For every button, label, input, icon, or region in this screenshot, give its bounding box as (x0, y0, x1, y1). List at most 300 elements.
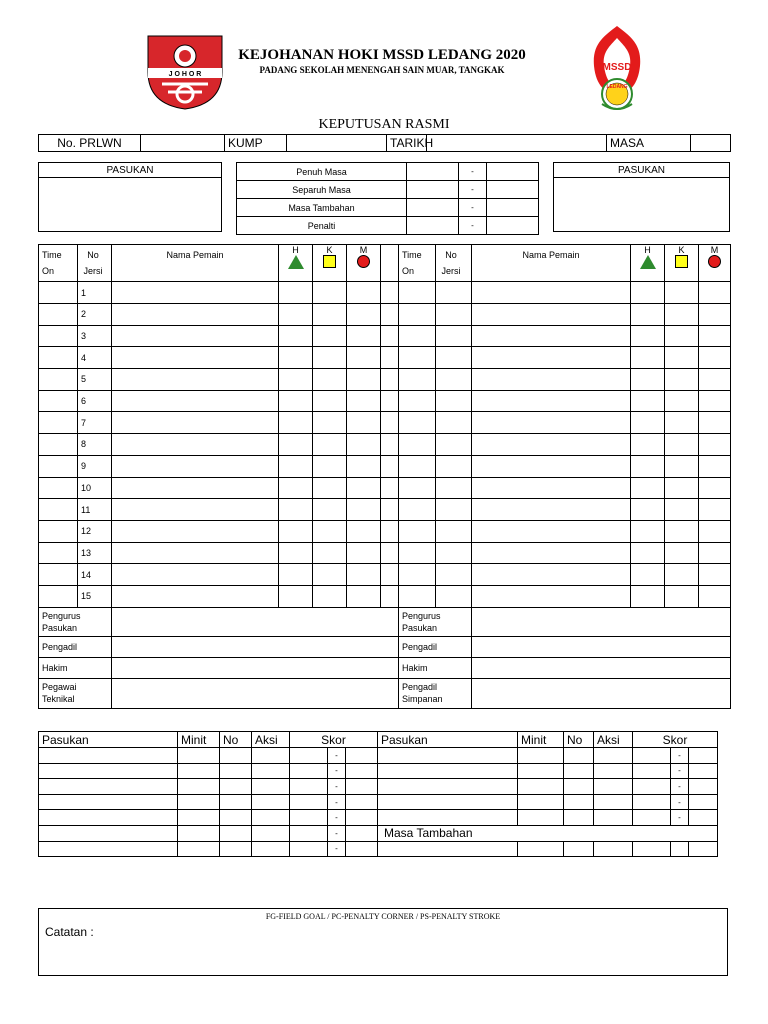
player-name-field[interactable] (112, 455, 279, 477)
jersey-number-field[interactable] (436, 455, 472, 477)
player-name-field[interactable] (472, 282, 631, 304)
goal-score-field[interactable] (689, 810, 718, 826)
goal-team-field[interactable] (378, 810, 518, 826)
player-row (39, 542, 731, 564)
time-on-field[interactable] (399, 477, 436, 499)
red-card-field[interactable] (699, 304, 731, 326)
time-on-field[interactable] (399, 412, 436, 434)
goal-team-field[interactable] (378, 748, 518, 764)
goal-score-separator: - (671, 748, 689, 764)
player-name-field[interactable] (472, 347, 631, 369)
goal-action-field[interactable] (252, 779, 290, 795)
time-on-field[interactable] (39, 564, 78, 586)
goal-action-field[interactable] (252, 794, 290, 810)
time-on-field[interactable] (39, 412, 78, 434)
yellow-card-field[interactable] (665, 325, 699, 347)
goal-minute-field[interactable] (178, 748, 220, 764)
goal-number-field[interactable] (564, 794, 594, 810)
goal-number-field[interactable] (564, 779, 594, 795)
time-on-field[interactable] (39, 304, 78, 326)
yellow-card-field[interactable] (313, 520, 347, 542)
green-card-field[interactable] (631, 347, 665, 369)
time-on-field[interactable] (39, 455, 78, 477)
goal-minute-field[interactable] (518, 763, 564, 779)
jersey-number-field[interactable] (436, 477, 472, 499)
goal-team-field[interactable] (39, 748, 178, 764)
green-card-field[interactable] (631, 304, 665, 326)
column-spacer (381, 564, 399, 586)
yellow-card-field[interactable] (313, 325, 347, 347)
period-score-right[interactable] (487, 163, 539, 181)
kump-field[interactable] (287, 135, 387, 152)
green-card-field[interactable] (279, 585, 313, 607)
goal-score-field[interactable] (633, 748, 671, 764)
jersey-number-field[interactable] (436, 499, 472, 521)
player-name-field[interactable] (112, 369, 279, 391)
green-card-header (279, 245, 313, 282)
red-card-field[interactable] (347, 564, 381, 586)
official-field[interactable] (472, 657, 731, 678)
official-field[interactable] (112, 678, 399, 708)
yellow-card-field[interactable] (313, 369, 347, 391)
goal-minute-field[interactable] (518, 748, 564, 764)
yellow-card-field[interactable] (665, 434, 699, 456)
player-name-field[interactable] (112, 434, 279, 456)
yellow-card-field[interactable] (313, 455, 347, 477)
yellow-card-field[interactable] (665, 369, 699, 391)
goal-team-field[interactable] (39, 794, 178, 810)
red-card-field[interactable] (347, 390, 381, 412)
goal-minute-field[interactable] (178, 779, 220, 795)
green-card-field[interactable] (279, 477, 313, 499)
yellow-card-field[interactable] (313, 390, 347, 412)
green-card-field[interactable] (279, 499, 313, 521)
yellow-card-field[interactable] (665, 390, 699, 412)
goal-minute-field[interactable] (518, 794, 564, 810)
goal-minute-field[interactable] (518, 841, 564, 857)
time-on-field[interactable] (399, 542, 436, 564)
official-field[interactable] (112, 657, 399, 678)
goal-score-field[interactable] (689, 779, 718, 795)
yellow-card-header (665, 245, 699, 282)
goal-team-field[interactable] (39, 779, 178, 795)
green-card-field[interactable] (279, 564, 313, 586)
jersey-number-field[interactable] (436, 304, 472, 326)
green-card-field[interactable] (279, 282, 313, 304)
red-card-header (699, 245, 731, 282)
goal-action-field[interactable] (252, 748, 290, 764)
goal-number-field[interactable] (220, 841, 252, 857)
goal-number-field[interactable] (220, 794, 252, 810)
goal-score-field[interactable] (633, 763, 671, 779)
green-card-field[interactable] (279, 304, 313, 326)
player-name-field[interactable] (472, 325, 631, 347)
goal-team-field[interactable] (378, 779, 518, 795)
goal-minute-field[interactable] (178, 763, 220, 779)
goal-action-field[interactable] (252, 763, 290, 779)
goal-action-field[interactable] (594, 841, 633, 857)
player-name-field[interactable] (472, 434, 631, 456)
goal-minute-field[interactable] (518, 779, 564, 795)
goal-score-field[interactable] (290, 763, 328, 779)
time-on-field[interactable] (39, 542, 78, 564)
jersey-number-field[interactable] (436, 282, 472, 304)
red-card-field[interactable] (699, 282, 731, 304)
jersey-number-field[interactable] (436, 434, 472, 456)
prlwn-field[interactable] (141, 135, 225, 152)
red-card-field[interactable] (699, 542, 731, 564)
player-row (39, 434, 731, 456)
red-card-field[interactable] (699, 390, 731, 412)
yellow-card-icon (675, 255, 688, 268)
time-on-field[interactable] (39, 477, 78, 499)
time-on-field[interactable] (399, 347, 436, 369)
goal-number-field[interactable] (220, 763, 252, 779)
goal-minute-field[interactable] (178, 810, 220, 826)
goal-score-field[interactable] (346, 748, 378, 764)
green-card-field[interactable] (631, 477, 665, 499)
jersey-number-field[interactable] (436, 412, 472, 434)
red-card-field[interactable] (347, 477, 381, 499)
period-score-right[interactable] (487, 217, 539, 235)
period-score-left[interactable] (407, 181, 459, 199)
goal-score-field[interactable] (633, 810, 671, 826)
player-name-field[interactable] (112, 520, 279, 542)
time-on-field[interactable] (39, 499, 78, 521)
jersey-number: 5 (78, 369, 112, 391)
official-field[interactable] (472, 678, 731, 708)
goal-action-field[interactable] (252, 810, 290, 826)
goal-action-field[interactable] (594, 779, 633, 795)
time-on-field[interactable] (399, 369, 436, 391)
red-card-field[interactable] (347, 542, 381, 564)
time-on-field[interactable] (399, 455, 436, 477)
yellow-card-field[interactable] (665, 455, 699, 477)
red-card-field[interactable] (699, 499, 731, 521)
jersey-number-field[interactable] (436, 369, 472, 391)
goal-team-field[interactable] (39, 841, 178, 857)
goal-number-field[interactable] (564, 748, 594, 764)
jersey-number-field[interactable] (436, 520, 472, 542)
yellow-card-field[interactable] (313, 282, 347, 304)
green-card-field[interactable] (631, 455, 665, 477)
goal-score-field[interactable] (689, 748, 718, 764)
goal-action-field[interactable] (594, 810, 633, 826)
official-row (39, 657, 731, 678)
goal-minute-field[interactable] (178, 841, 220, 857)
yellow-card-field[interactable] (313, 434, 347, 456)
yellow-card-field[interactable] (313, 542, 347, 564)
yellow-card-field[interactable] (665, 282, 699, 304)
green-card-field[interactable] (279, 542, 313, 564)
red-card-field[interactable] (699, 347, 731, 369)
period-score-left[interactable] (407, 217, 459, 235)
goal-number-field[interactable] (220, 825, 252, 841)
jersey-number-field[interactable] (436, 347, 472, 369)
goal-score-field[interactable] (689, 794, 718, 810)
period-score-left[interactable] (407, 199, 459, 217)
time-on-field[interactable] (39, 347, 78, 369)
player-name-field[interactable] (112, 304, 279, 326)
goal-action-field[interactable] (594, 748, 633, 764)
time-on-field[interactable] (39, 390, 78, 412)
green-card-field[interactable] (279, 455, 313, 477)
player-name-field[interactable] (472, 477, 631, 499)
goal-action-field[interactable] (252, 825, 290, 841)
goal-action-field[interactable] (252, 841, 290, 857)
yellow-card-field[interactable] (665, 347, 699, 369)
player-name-field[interactable] (112, 282, 279, 304)
red-card-field[interactable] (347, 585, 381, 607)
player-name-field[interactable] (472, 369, 631, 391)
green-card-field[interactable] (279, 390, 313, 412)
green-card-field[interactable] (631, 282, 665, 304)
player-name-field[interactable] (112, 499, 279, 521)
period-score-left[interactable] (407, 163, 459, 181)
goal-team-field[interactable] (39, 825, 178, 841)
goal-team-field[interactable] (378, 794, 518, 810)
goal-score-field[interactable] (633, 794, 671, 810)
event-title: KEJOHANAN HOKI MSSD LEDANG 2020 (238, 47, 526, 63)
yellow-card-field[interactable] (313, 412, 347, 434)
red-card-icon (357, 255, 370, 268)
player-name-field[interactable] (472, 304, 631, 326)
goal-number-field[interactable] (220, 810, 252, 826)
official-label: Pengadil (39, 636, 112, 657)
yellow-card-field[interactable] (313, 564, 347, 586)
player-name-field[interactable] (112, 347, 279, 369)
green-card-field[interactable] (279, 369, 313, 391)
green-card-field[interactable] (631, 369, 665, 391)
time-on-field[interactable] (399, 499, 436, 521)
goal-score-field[interactable] (290, 748, 328, 764)
kump-label: KUMP (225, 135, 287, 152)
goal-team-field[interactable] (39, 763, 178, 779)
goals-table (38, 731, 718, 857)
yellow-card-field[interactable] (313, 499, 347, 521)
green-card-field[interactable] (631, 434, 665, 456)
goal-score-field[interactable] (346, 779, 378, 795)
goal-minute-field[interactable] (518, 810, 564, 826)
goal-number-field[interactable] (220, 779, 252, 795)
jersey-number-field[interactable] (436, 542, 472, 564)
tarikh-field[interactable] (427, 135, 607, 152)
goal-score-field[interactable] (689, 763, 718, 779)
goal-team-field[interactable] (39, 810, 178, 826)
player-row (39, 347, 731, 369)
goal-action-field[interactable] (594, 794, 633, 810)
red-card-field[interactable] (699, 369, 731, 391)
official-row (39, 607, 731, 636)
time-on-field[interactable] (399, 520, 436, 542)
jersey-number: 2 (78, 304, 112, 326)
official-field[interactable] (472, 636, 731, 657)
player-name-field[interactable] (112, 477, 279, 499)
goal-action-field[interactable] (594, 763, 633, 779)
official-field[interactable] (112, 607, 399, 636)
column-spacer (381, 369, 399, 391)
jersey-number: 15 (78, 585, 112, 607)
period-score-right[interactable] (487, 181, 539, 199)
goal-score-field[interactable] (633, 779, 671, 795)
jersey-number-field[interactable] (436, 390, 472, 412)
player-name-field[interactable] (112, 390, 279, 412)
goal-score-field[interactable] (290, 810, 328, 826)
green-card-field[interactable] (631, 499, 665, 521)
jersey-number-field[interactable] (436, 564, 472, 586)
red-card-field[interactable] (347, 412, 381, 434)
red-card-field[interactable] (347, 499, 381, 521)
yellow-card-field[interactable] (665, 412, 699, 434)
right-team-name-field[interactable] (554, 178, 730, 232)
time-on-field[interactable] (399, 434, 436, 456)
player-name-field[interactable] (112, 542, 279, 564)
yellow-card-field[interactable] (313, 477, 347, 499)
time-on-field[interactable] (39, 585, 78, 607)
red-card-field[interactable] (347, 455, 381, 477)
goal-score-field[interactable] (346, 841, 378, 857)
player-name-field[interactable] (112, 325, 279, 347)
time-on-field[interactable] (39, 282, 78, 304)
left-team-name-field[interactable] (39, 178, 222, 232)
goal-team-field[interactable] (378, 841, 518, 857)
notes-box[interactable] (38, 908, 728, 976)
player-name-field[interactable] (112, 412, 279, 434)
goal-score-field[interactable] (346, 763, 378, 779)
goal-score-field[interactable] (346, 825, 378, 841)
time-on-field[interactable] (39, 325, 78, 347)
goal-score-field[interactable] (346, 794, 378, 810)
player-name-field[interactable] (472, 455, 631, 477)
goal-score-field[interactable] (633, 841, 671, 857)
yellow-card-field[interactable] (665, 520, 699, 542)
green-card-field[interactable] (279, 520, 313, 542)
official-label: Pengurus Pasukan (39, 607, 112, 636)
red-card-field[interactable] (699, 520, 731, 542)
goal-number-field[interactable] (564, 763, 594, 779)
player-name-field[interactable] (472, 499, 631, 521)
time-on-field[interactable] (399, 585, 436, 607)
red-card-field[interactable] (699, 325, 731, 347)
time-on-field[interactable] (399, 325, 436, 347)
goal-team-field[interactable] (378, 763, 518, 779)
player-name-field[interactable] (472, 412, 631, 434)
green-card-field[interactable] (279, 347, 313, 369)
goal-minute-field[interactable] (178, 794, 220, 810)
green-card-field[interactable] (279, 434, 313, 456)
time-on-field[interactable] (399, 390, 436, 412)
red-card-field[interactable] (347, 520, 381, 542)
red-card-field[interactable] (347, 347, 381, 369)
red-card-field[interactable] (699, 585, 731, 607)
player-name-field[interactable] (472, 564, 631, 586)
yellow-card-field[interactable] (313, 585, 347, 607)
player-name-field[interactable] (472, 542, 631, 564)
goals-number-header: No (564, 732, 594, 748)
official-label: Pengurus Pasukan (399, 607, 472, 636)
green-card-field[interactable] (631, 325, 665, 347)
green-card-field[interactable] (631, 412, 665, 434)
jersey-number: 13 (78, 542, 112, 564)
green-card-field[interactable] (631, 564, 665, 586)
green-card-field[interactable] (279, 325, 313, 347)
goal-score-field[interactable] (290, 779, 328, 795)
goal-minute-field[interactable] (178, 825, 220, 841)
time-on-field[interactable] (399, 564, 436, 586)
yellow-card-field[interactable] (665, 585, 699, 607)
yellow-card-letter: K (326, 245, 333, 255)
yellow-card-field[interactable] (665, 564, 699, 586)
time-on-field[interactable] (399, 282, 436, 304)
red-card-field[interactable] (347, 304, 381, 326)
goal-number-field[interactable] (220, 748, 252, 764)
player-name-field[interactable] (112, 564, 279, 586)
yellow-card-field[interactable] (665, 304, 699, 326)
red-card-field[interactable] (347, 369, 381, 391)
yellow-card-field[interactable] (313, 304, 347, 326)
green-card-field[interactable] (279, 412, 313, 434)
green-card-field[interactable] (631, 585, 665, 607)
goal-number-field[interactable] (564, 841, 594, 857)
green-card-field[interactable] (631, 390, 665, 412)
goal-score-field[interactable] (290, 841, 328, 857)
time-on-field[interactable] (39, 369, 78, 391)
time-on-field[interactable] (399, 304, 436, 326)
goal-score-separator: - (671, 779, 689, 795)
goal-score-field[interactable] (290, 825, 328, 841)
goal-number-field[interactable] (564, 810, 594, 826)
player-row (39, 304, 731, 326)
red-card-field[interactable] (699, 434, 731, 456)
goal-row (39, 794, 718, 810)
goal-score-field[interactable] (346, 810, 378, 826)
goal-score-field[interactable] (290, 794, 328, 810)
red-card-field[interactable] (699, 455, 731, 477)
jersey-number-field[interactable] (436, 585, 472, 607)
yellow-card-field[interactable] (665, 477, 699, 499)
goal-score-field[interactable] (689, 841, 718, 857)
player-name-field[interactable] (472, 520, 631, 542)
red-card-field[interactable] (699, 564, 731, 586)
goal-row (39, 841, 718, 857)
red-card-field[interactable] (699, 477, 731, 499)
column-spacer (381, 542, 399, 564)
yellow-card-field[interactable] (313, 347, 347, 369)
yellow-card-field[interactable] (665, 499, 699, 521)
jersey-number-field[interactable] (436, 325, 472, 347)
masa-field[interactable] (691, 135, 731, 152)
goal-row (39, 748, 718, 764)
green-card-field[interactable] (631, 542, 665, 564)
official-field[interactable] (112, 636, 399, 657)
player-name-field[interactable] (472, 390, 631, 412)
time-on-field[interactable] (39, 434, 78, 456)
green-card-field[interactable] (631, 520, 665, 542)
red-card-field[interactable] (347, 434, 381, 456)
time-on-field[interactable] (39, 520, 78, 542)
jersey-number: 4 (78, 347, 112, 369)
player-name-field[interactable] (472, 585, 631, 607)
official-field[interactable] (472, 607, 731, 636)
player-name-field[interactable] (112, 585, 279, 607)
red-card-field[interactable] (699, 412, 731, 434)
goal-type-legend: FG-FIELD GOAL / PC-PENALTY CORNER / PS-PENALTY STROKE (265, 912, 501, 921)
period-score-right[interactable] (487, 199, 539, 217)
left-team-label: PASUKAN (39, 163, 222, 178)
red-card-field[interactable] (347, 282, 381, 304)
red-card-field[interactable] (347, 325, 381, 347)
yellow-card-field[interactable] (665, 542, 699, 564)
